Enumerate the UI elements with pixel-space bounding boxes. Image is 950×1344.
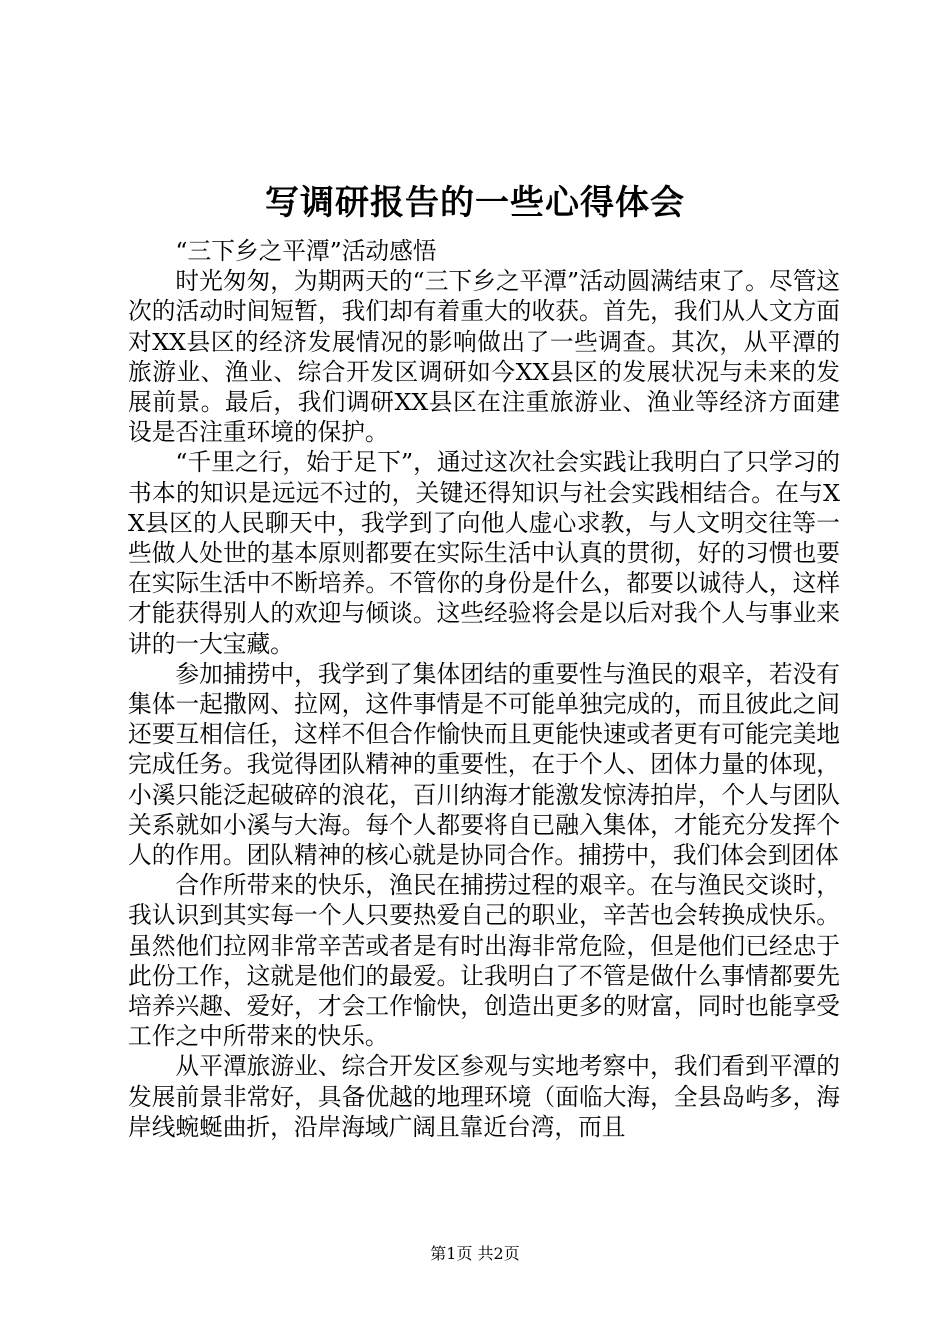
paragraph-subtitle: “三下乡之平潭”活动感悟 (175, 237, 437, 265)
paragraph: 参加捕捞中，我学到了集体团结的重要性与渔民的艰辛，若没有集体一起撒网、拉网，这件事情是不可能单独完成的，而且彼此之间还要互相信任，这样不但合作愉快而且更能快速或者更有可能完美地完成任务。我觉得团队精神的重要性，在于个人、团体力量的体现，小溪只能泛起破碎的浪花，百川纳海才能激发惊涛拍岸，个人与团队关系就如小溪与大海。每个人都要将自已融入集体，才能充分发挥个人的作用。团队精神的核心就是协同合作。捕捞中，我们体会到团体 (128, 659, 840, 870)
paragraph: 从平潭旅游业、综合开发区参观与实地考察中，我们看到平潭的发展前景非常好，具备优越的地理环境（面临大海，全县岛屿多，海岸线蜿蜒曲折，沿岸海域广阔且靠近台湾，而且 (128, 1052, 840, 1141)
paragraph: 合作所带来的快乐，渔民在捕捞过程的艰辛。在与渔民交谈时，我认识到其实每一个人只要热爱自己的职业，辛苦也会转换成快乐。虽然他们拉网非常辛苦或者是有时出海非常危险，但是他们已经忠于此份工作，这就是他们的最爱。让我明白了不管是做什么事情都要先培养兴趣、爱好，才会工作愉快，创造出更多的财富，同时也能享受工作之中所带来的快乐。 (128, 871, 840, 1051)
document-title: 写调研报告的一些心得体会 (265, 183, 685, 223)
paragraph: 时光匆匆，为期两天的“三下乡之平潭”活动圆满结束了。尽管这次的活动时间短暂，我们却有着重大的收获。首先，我们从人文方面对XX县区的经济发展情况的影响做出了一些调查。其次，从平潭的旅游业、渔业、综合开发区调研如今XX县区的发展状况与未来的发展前景。最后，我们调研XX县区在注重旅游业、渔业等经济方面建设是否注重环境的保护。 (128, 267, 840, 447)
document-body (128, 236, 840, 1142)
page-footer: 第1页 共2页 (430, 1244, 520, 1263)
paragraph: “千里之行，始于足下”，通过这次社会实践让我明白了只学习的书本的知识是远远不过的，关键还得知识与社会实践相结合。在与XX县区的人民聊天中，我学到了向他人虚心求教，与人文明交往等一些做人处世的基本原则都要在实际生活中认真的贯彻，好的习惯也要在实际生活中不断培养。不管你的身份是什么，都要以诚待人，这样才能获得别人的欢迎与倾谈。这些经验将会是以后对我个人与事业来讲的一大宝藏。 (128, 448, 840, 658)
